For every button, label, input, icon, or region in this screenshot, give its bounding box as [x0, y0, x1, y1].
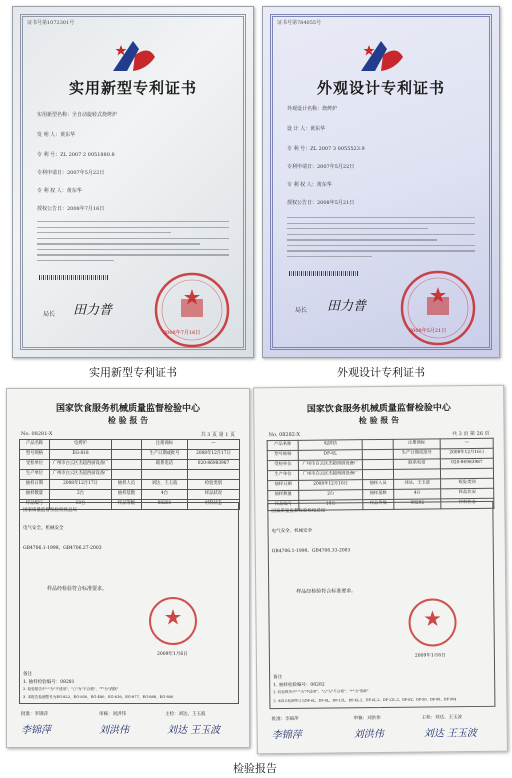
- table-cell: 受检单位: [20, 460, 50, 470]
- table-cell: 生产单位: [20, 470, 50, 480]
- table-cell: 抽样基数: [112, 490, 142, 500]
- inspect-standard: GB4706.1-1998、GB4706.33-2003: [271, 548, 351, 555]
- table-cell: 08282: [394, 499, 441, 509]
- table-cell: [362, 439, 393, 449]
- table-cell: —: [188, 440, 240, 450]
- report-page: 共 3 页 第 1 页: [200, 432, 235, 438]
- report-note: 备注: [23, 672, 32, 677]
- report-date: 2009年1月6日: [414, 653, 446, 659]
- table-cell: [112, 450, 142, 460]
- inspect-items: 电气安全、机械安全: [23, 526, 64, 531]
- report-date: 2009年1月6日: [157, 652, 188, 657]
- reviewer: 审核：刘洪伟: [99, 712, 126, 717]
- director-signature: 田力普: [327, 299, 367, 314]
- table-row: [20, 480, 240, 490]
- report-title: 检 验 报 告: [358, 414, 400, 426]
- certificate-field: 设 计 人：黄东华: [287, 126, 326, 132]
- certificate-field: 专 利 号：ZL 2007 2 0051880.8: [37, 152, 115, 158]
- table-cell: 抽样人员: [363, 479, 394, 489]
- handwritten-signature: 李锦萍: [271, 729, 302, 742]
- table-cell: 样品状况: [188, 490, 240, 500]
- table-cell: 受检单位: [267, 460, 298, 470]
- report-note: 3. 本报告检测型号为DF-6L、DF-8L、DF-12L、DF-4L-2、DF-6L-2、DF-12L-2、DF-8Z、DF-80、DF-88、DF-904: [273, 697, 457, 704]
- table-cell: EG-818: [50, 450, 112, 460]
- certificate-field: 授权公告日：2008年5月21日: [287, 200, 355, 206]
- table-cell: [112, 440, 142, 450]
- certificate-field: 专 利 号：ZL 2007 3 0055523.9: [287, 146, 365, 152]
- table-cell: 生产日期或批号: [142, 450, 188, 460]
- table-cell: 抽样数量: [268, 490, 299, 500]
- table-cell: [440, 468, 493, 479]
- report-note: 1. 抽样检验编号：08282: [273, 682, 325, 689]
- sipo-emblem-icon: [353, 35, 409, 75]
- table-cell: 材料状态: [441, 498, 494, 509]
- table-cell: 10台: [299, 500, 363, 511]
- table-cell: 2台: [50, 490, 112, 500]
- report-note: 3. 本报告检测型号为EG-822、EG-830、EG-480、EG-816、EG-877、EG-888、EG-800: [23, 695, 174, 699]
- table-cell: 型号规格: [267, 450, 298, 460]
- inspect-standard: GB4706.1-1998、GB4706.27-2003: [23, 546, 102, 551]
- report-number: No. 08281-X: [21, 431, 53, 437]
- certificate-field: 授权公告日：2008年7月16日: [37, 206, 105, 212]
- table-cell: [188, 470, 240, 480]
- approver: 批准：李锦萍: [21, 712, 48, 717]
- table-cell: 样品编号: [268, 500, 299, 510]
- table-row: [20, 440, 240, 450]
- table-cell: 检验类别: [188, 480, 240, 490]
- caption-utility-model: 实用新型专利证书: [89, 366, 177, 379]
- certificate-number: 证书号第784055号: [277, 20, 322, 26]
- inspect-place: 国家质量监督检验检疫总局: [23, 508, 77, 513]
- approver: 批准：李锦萍: [271, 716, 299, 723]
- table-cell: 抽样日期: [268, 480, 299, 490]
- report-info-table: [19, 439, 240, 510]
- chief-inspector: 主检：刘达、王玉波: [165, 712, 206, 717]
- table-cell: 2008年12月16日: [440, 448, 493, 459]
- table-cell: 4台: [394, 489, 441, 499]
- table-cell: 抽样人员: [112, 480, 142, 490]
- inspect-conclusion: 样品经检验符合标准要求。: [296, 588, 357, 595]
- table-row: [20, 470, 240, 480]
- table-cell: 2台: [299, 490, 363, 501]
- table-cell: 样品等级: [363, 499, 394, 509]
- table-cell: 生产单位: [267, 470, 298, 480]
- barcode: [289, 271, 359, 276]
- reviewer: 审核：刘洪伟: [353, 716, 381, 722]
- table-row: [20, 460, 240, 470]
- table-cell: 型号规格: [20, 450, 50, 460]
- inspection-stamp-icon: [406, 596, 459, 649]
- design-patent-certificate: [262, 6, 500, 358]
- table-cell: 2008年12月17日: [188, 450, 240, 460]
- inspect-place: 国家质量监督检验检疫总局: [271, 508, 326, 515]
- report-note: 备注: [273, 675, 283, 681]
- certificate-field: 专利申请日：2007年5月22日: [37, 170, 105, 176]
- handwritten-signature: 刘达 王玉波: [167, 725, 221, 736]
- inspection-report-1: [6, 388, 250, 748]
- report-page: 共 3 页 第 26 页: [452, 430, 490, 438]
- caption-design-patent: 外观设计专利证书: [337, 366, 425, 379]
- table-cell: 生产日期或批号: [393, 449, 440, 459]
- table-cell: —: [440, 438, 493, 449]
- chief-label: 局长: [295, 307, 308, 314]
- table-cell: 08281: [142, 500, 188, 510]
- table-cell: [362, 469, 393, 479]
- handwritten-signature: 刘洪伟: [99, 725, 129, 736]
- table-cell: 2008年12月17日: [50, 480, 112, 490]
- table-cell: 电饼铛: [298, 440, 362, 451]
- table-cell: 020-86983987: [440, 458, 493, 469]
- table-cell: 样品编号: [20, 500, 50, 510]
- director-signature: 田力普: [73, 303, 113, 318]
- certificate-body-text: [37, 221, 229, 266]
- table-cell: [142, 470, 188, 480]
- table-cell: 抽样日期: [20, 480, 50, 490]
- table-cell: [362, 449, 393, 459]
- table-cell: [393, 469, 440, 479]
- seal-date: 2008年5月21日: [409, 328, 447, 334]
- certificate-field: 专 利 权 人：黄东华: [287, 182, 332, 188]
- inspect-items: 电气安全、机械安全: [271, 528, 313, 535]
- table-cell: 注册商标: [393, 439, 440, 449]
- table-cell: [112, 470, 142, 480]
- chief-label: 局长: [43, 311, 56, 318]
- table-cell: 10台: [50, 500, 112, 510]
- certificate-field: 实用新型名称：全自动旋转式烧烤炉: [37, 112, 118, 118]
- utility-model-patent-certificate: [12, 6, 254, 358]
- certificate-field: 专 利 权 人：黄东华: [37, 188, 82, 194]
- inspection-report-2: [253, 385, 508, 755]
- report-center-title: 国家饮食服务机械质量监督检验中心: [55, 404, 200, 414]
- table-cell: 注册商标: [142, 440, 188, 450]
- table-cell: 产品名称: [267, 440, 298, 450]
- table-cell: 联系电话: [393, 459, 440, 469]
- table-row: [20, 450, 240, 460]
- table-cell: 产品名称: [20, 440, 50, 450]
- table-row: [20, 490, 240, 500]
- caption-inspection-reports: 检验报告: [233, 762, 277, 775]
- report-results-box: [19, 502, 239, 704]
- table-cell: 4台: [142, 490, 188, 500]
- table-cell: 电烤炉: [50, 440, 112, 450]
- handwritten-signature: 刘洪伟: [353, 728, 384, 741]
- table-cell: 广州市白云区杰超西厨设备厂: [50, 470, 112, 480]
- report-center-title: 国家饮食服务机械质量监督检验中心: [306, 403, 451, 415]
- table-cell: [362, 459, 393, 469]
- seal-date: 2008年7月16日: [163, 330, 201, 336]
- certificate-field: 外观设计名称：烧烤炉: [287, 106, 338, 112]
- certificate-field: 专利申请日：2007年5月22日: [287, 164, 355, 170]
- report-note: 2. 检验报告中"-"为"不适用"，"○"为"不合格"，"*"为"消除": [273, 689, 369, 695]
- table-cell: 刘达、王玉波: [394, 479, 441, 489]
- table-cell: 2008年12月16日: [299, 480, 363, 491]
- certificate-title: 外观设计专利证书: [316, 79, 445, 97]
- inspection-stamp-icon: [147, 595, 199, 647]
- table-cell: 广州市白云区杰超西厨设备厂: [298, 470, 362, 481]
- table-cell: [112, 460, 142, 470]
- table-cell: 广州市白云区杰超西厨设备厂: [50, 460, 112, 470]
- table-cell: 抽样数量: [20, 490, 50, 500]
- table-cell: 刘达、王玉波: [142, 480, 188, 490]
- report-note: 2. 检验报告中"-"为"不适用"，"○"为"不合格"，"*"为"消除": [23, 687, 119, 691]
- handwritten-signature: 刘达 王玉波: [423, 727, 477, 740]
- table-cell: 广州市白云区杰超西厨设备厂: [298, 460, 362, 471]
- inspect-conclusion: 样品经检验符合标准要求。: [47, 586, 108, 592]
- barcode: [39, 275, 109, 280]
- table-cell: 检验类别: [441, 478, 494, 489]
- sipo-emblem-icon: [105, 35, 161, 75]
- certificate-number: 证书号第1072301号: [27, 20, 75, 26]
- table-cell: 样品等级: [112, 500, 142, 510]
- certificate-field: 发 明 人：黄东华: [37, 132, 76, 138]
- official-seal-icon: [153, 271, 231, 349]
- report-title: 检 验 报 告: [107, 415, 149, 425]
- report-number: No. 08282-X: [268, 431, 301, 439]
- table-cell: 抽样基数: [363, 489, 394, 499]
- table-cell: DF-6L: [298, 450, 362, 461]
- table-cell: 样品状况: [441, 488, 494, 499]
- handwritten-signature: 李锦萍: [21, 725, 51, 736]
- certificate-body-text: [287, 217, 475, 262]
- table-cell: 020-86983987: [188, 460, 240, 470]
- certificate-title: 实用新型专利证书: [68, 79, 197, 97]
- table-cell: 联系电话: [142, 460, 188, 470]
- table-cell: 材料状态: [188, 500, 240, 510]
- report-note: 1. 抽样检验编号：08281: [23, 680, 75, 685]
- official-seal-icon: [399, 269, 477, 347]
- chief-inspector: 主检：刘达、王玉波: [421, 715, 463, 721]
